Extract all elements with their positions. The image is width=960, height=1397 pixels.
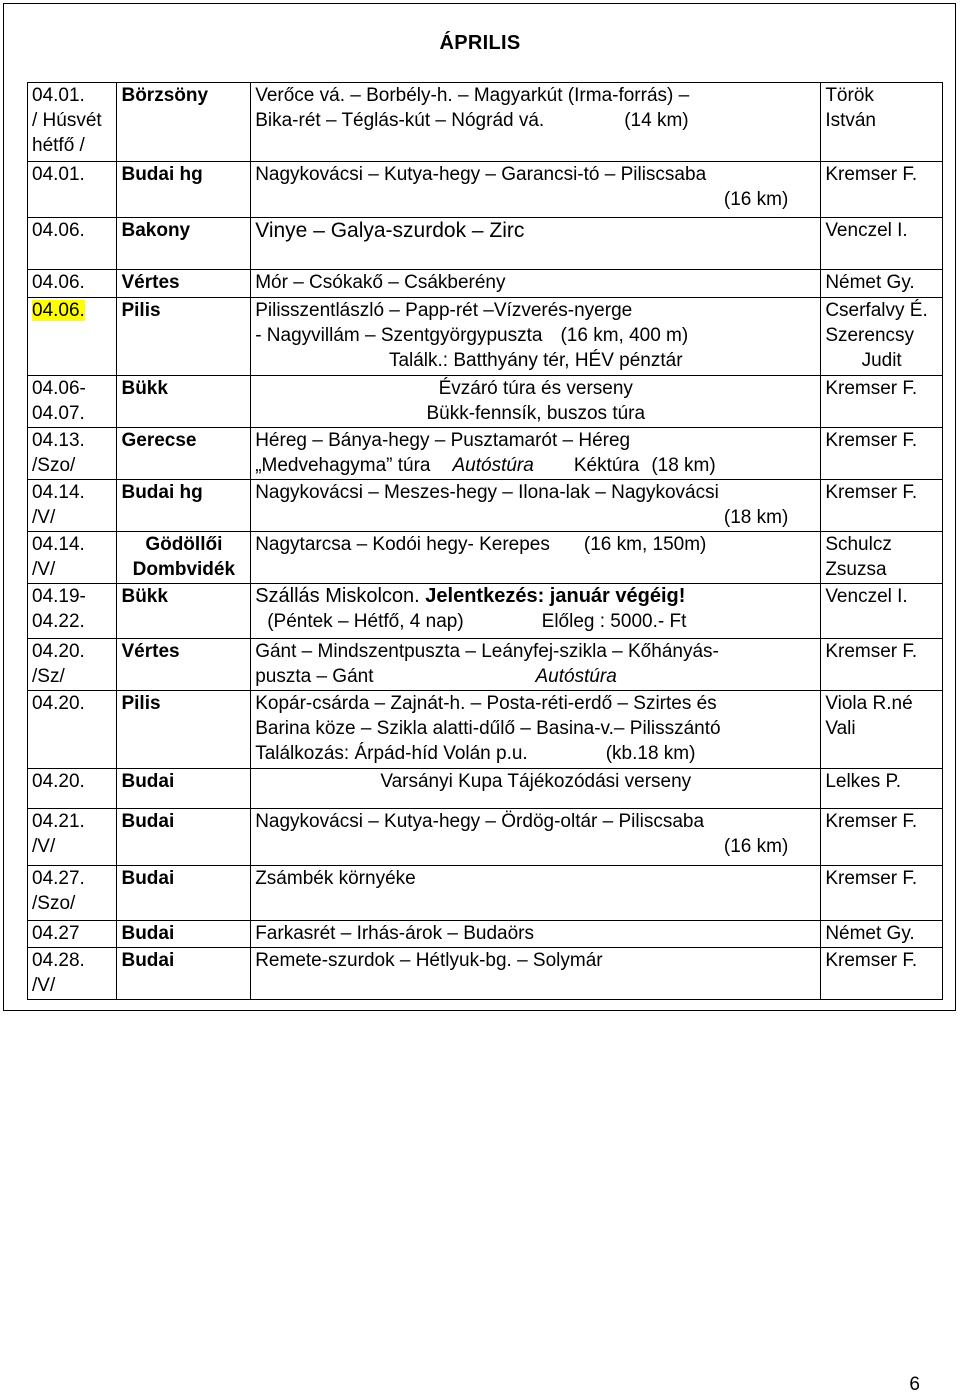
date-cell: 04.13. /Szo/ (28, 428, 117, 480)
table-row (28, 948, 943, 1000)
area-cell: Gerecse (117, 428, 251, 480)
highlighted-date: 04.06. (32, 300, 85, 321)
date-cell: 04.06. (28, 218, 117, 270)
date-cell: 04.14. /V/ (28, 480, 117, 532)
area-cell: Vértes (117, 639, 251, 691)
date-cell: 04.21. /V/ (28, 809, 117, 866)
date-cell: 04.20. (28, 691, 117, 769)
date-cell: 04.01. / Húsvét hétfő / (28, 83, 117, 162)
leader-cell: Kremser F. (821, 948, 943, 1000)
area-cell: Bakony (117, 218, 251, 270)
route-cell: Farkasrét – Irhás-árok – Budaörs (251, 921, 821, 948)
area-cell: Budai (117, 769, 251, 809)
route-cell: Nagykovácsi – Kutya-hegy – Garancsi-tó – Piliscsaba (16 km) (251, 162, 821, 218)
table-row (28, 428, 943, 480)
area-cell: Budai (117, 921, 251, 948)
leader-cell: Kremser F. (821, 376, 943, 428)
table-row (28, 218, 943, 270)
leader-cell: Lelkes P. (821, 769, 943, 809)
schedule-table (27, 82, 943, 1000)
leader-cell: Kremser F. (821, 428, 943, 480)
table-row (28, 866, 943, 921)
leader-cell: Venczel I. (821, 218, 943, 270)
date-cell: 04.28. /V/ (28, 948, 117, 1000)
page-number: 6 (909, 1374, 920, 1395)
route-cell: Héreg – Bánya-hegy – Pusztamarót – Héreg „Medvehagyma” túra Autóstúra Kéktúra (18 km) (251, 428, 821, 480)
leader-cell: Török István (821, 83, 943, 162)
area-cell: Vértes (117, 270, 251, 298)
table-row (28, 532, 943, 584)
route-cell: Nagykovácsi – Meszes-hegy – Ilona-lak – Nagykovácsi (18 km) (251, 480, 821, 532)
leader-cell: Német Gy. (821, 921, 943, 948)
route-cell: Vinye – Galya-szurdok – Zirc (251, 218, 821, 270)
route-cell: Mór – Csókakő – Csákberény (251, 270, 821, 298)
page-title: ÁPRILIS (439, 32, 521, 54)
route-cell: Kopár-csárda – Zajnát-h. – Posta-réti-erdő – Szirtes és Barina köze – Szikla alatti-dűlő – Basina-v.– Pilisszántó Találkozás: Árpád-híd Volán p.u. (kb.18 km) (251, 691, 821, 769)
leader-cell: Venczel I. (821, 584, 943, 639)
table-row (28, 298, 943, 376)
leader-cell: Német Gy. (821, 270, 943, 298)
route-cell: Varsányi Kupa Tájékozódási verseny (251, 769, 821, 809)
route-cell: Évzáró túra és verseny Bükk-fennsík, buszos túra (251, 376, 821, 428)
leader-cell: Kremser F. (821, 809, 943, 866)
table-row (28, 270, 943, 298)
area-cell: Bükk (117, 376, 251, 428)
table-row (28, 376, 943, 428)
date-cell: 04.06- 04.07. (28, 376, 117, 428)
table-row (28, 480, 943, 532)
route-cell: Zsámbék környéke (251, 866, 821, 921)
area-cell: Budai (117, 948, 251, 1000)
date-cell: 04.19- 04.22. (28, 584, 117, 639)
leader-cell: Kremser F. (821, 866, 943, 921)
date-cell: 04.27. /Szo/ (28, 866, 117, 921)
table-row (28, 769, 943, 809)
leader-cell: Cserfalvy É. Szerencsy Judit (821, 298, 943, 376)
route-cell: Nagykovácsi – Kutya-hegy – Ördög-oltár – Piliscsaba (16 km) (251, 809, 821, 866)
date-cell (28, 298, 117, 376)
table-row (28, 809, 943, 866)
date-cell: 04.06. (28, 270, 117, 298)
area-cell: Pilis (117, 298, 251, 376)
area-cell: Budai (117, 866, 251, 921)
route-cell: Nagytarcsa – Kodói hegy- Kerepes (16 km, 150m) (251, 532, 821, 584)
area-cell: Pilis (117, 691, 251, 769)
table-row (28, 639, 943, 691)
leader-cell: Kremser F. (821, 162, 943, 218)
area-cell: Bükk (117, 584, 251, 639)
date-cell: 04.20. /Sz/ (28, 639, 117, 691)
route-cell: Verőce vá. – Borbély-h. – Magyarkút (Irma-forrás) – Bika-rét – Téglás-kút – Nógrád vá. (14 km) (251, 83, 821, 162)
route-cell: Gánt – Mindszentpuszta – Leányfej-szikla – Kőhányás- puszta – Gánt Autóstúra (251, 639, 821, 691)
route-cell: Szállás Miskolcon. Jelentkezés: január végéig! (Péntek – Hétfő, 4 nap) Előleg : 5000.- Ft (251, 584, 821, 639)
table-row (28, 584, 943, 639)
date-cell: 04.20. (28, 769, 117, 809)
leader-cell: Schulcz Zsuzsa (821, 532, 943, 584)
route-cell: Remete-szurdok – Hétlyuk-bg. – Solymár (251, 948, 821, 1000)
leader-cell: Kremser F. (821, 639, 943, 691)
area-cell: Budai hg (117, 480, 251, 532)
area-cell: Börzsöny (117, 83, 251, 162)
date-cell: 04.27 (28, 921, 117, 948)
leader-cell: Viola R.né Vali (821, 691, 943, 769)
date-cell: 04.14. /V/ (28, 532, 117, 584)
table-row (28, 921, 943, 948)
leader-cell: Kremser F. (821, 480, 943, 532)
area-cell: Gödöllői Dombvidék (117, 532, 251, 584)
table-row (28, 83, 943, 162)
area-cell: Budai hg (117, 162, 251, 218)
date-cell: 04.01. (28, 162, 117, 218)
area-cell: Budai (117, 809, 251, 866)
route-cell: Pilisszentlászló – Papp-rét –Vízverés-nyerge - Nagyvillám – Szentgyörgypuszta (16 km, 400 m) Találk.: Batthyány tér, HÉV pénztár (251, 298, 821, 376)
table-row (28, 691, 943, 769)
table-row (28, 162, 943, 218)
